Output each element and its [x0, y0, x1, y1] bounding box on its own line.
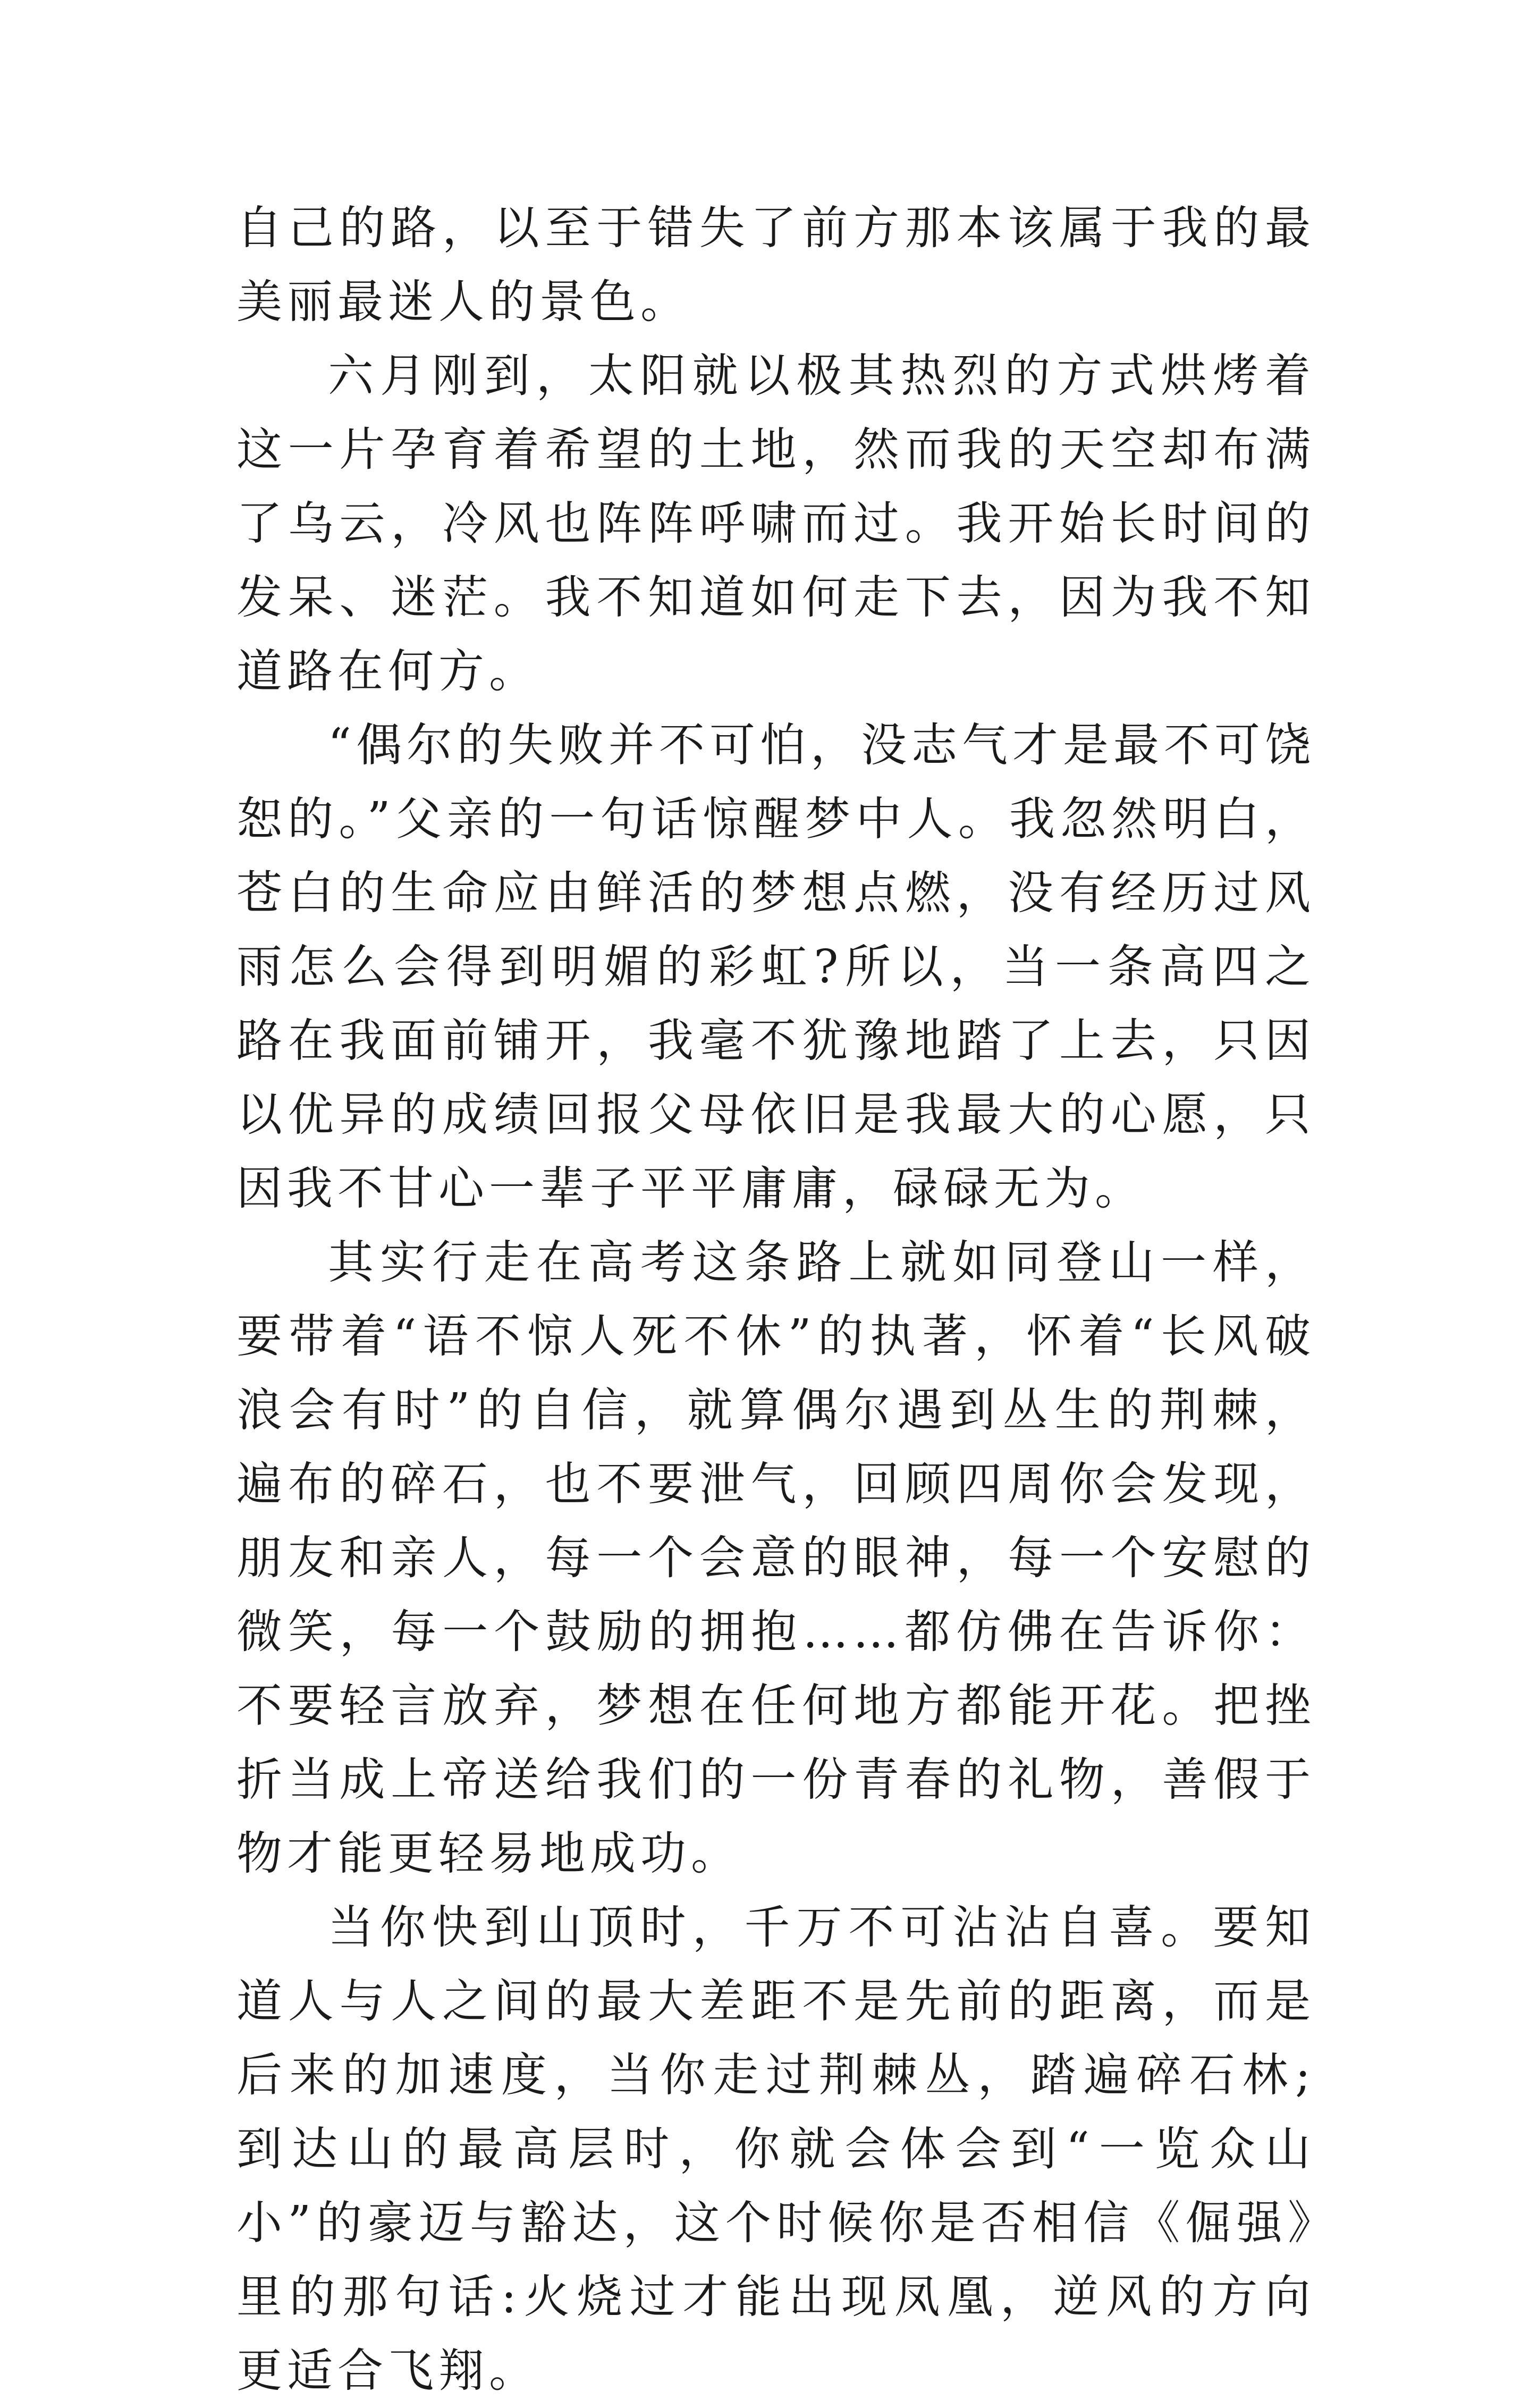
paragraph-3: “偶尔的失败并不可怕，没志气才是最不可饶恕的。”父亲的一句话惊醒梦中人。我忽然明白，苍白的生命应由鲜活的梦想点燃，没有经历过风雨怎么会得到明媚的彩虹?所以，当一条高四之路在我面前铺开，我毫不犹豫地踏了上去，只因以优异的成绩回报父母依旧是我最大的心愿，只因我不甘心一辈子平平庸庸，碌碌无为。 [236, 719, 1315, 1215]
paragraph-1: 自己的路，以至于错失了前方那本该属于我的最美丽最迷人的景色。 [236, 201, 1315, 329]
document-body [236, 191, 1315, 2408]
paragraph-5: 当你快到山顶时，千万不可沾沾自喜。要知道人与人之间的最大差距不是先前的距离，而是后来的加速度，当你走过荆棘丛，踏遍碎石林;到达山的最高层时，你就会体会到“一览众山小”的豪迈与豁达，这个时候你是否相信《倔强》里的那句话:火烧过才能出现凤凰，逆风的方向更适合飞翔。 [236, 1901, 1315, 2397]
paragraph-4: 其实行走在高考这条路上就如同登山一样，要带着“语不惊人死不休”的执著，怀着“长风破浪会有时”的自信，就算偶尔遇到丛生的荆棘，遍布的碎石，也不要泄气，回顾四周你会发现，朋友和亲人，每一个会意的眼神，每一个安慰的微笑，每一个鼓励的拥抱……都仿佛在告诉你：不要轻言放弃，梦想在任何地方都能开花。把挫折当成上帝送给我们的一份青春的礼物，善假于物才能更轻易地成功。 [236, 1236, 1315, 1880]
paragraph-2: 六月刚到，太阳就以极其热烈的方式烘烤着这一片孕育着希望的土地，然而我的天空却布满了乌云，冷风也阵阵呼啸而过。我开始长时间的发呆、迷茫。我不知道如何走下去，因为我不知道路在何方。 [236, 349, 1315, 698]
